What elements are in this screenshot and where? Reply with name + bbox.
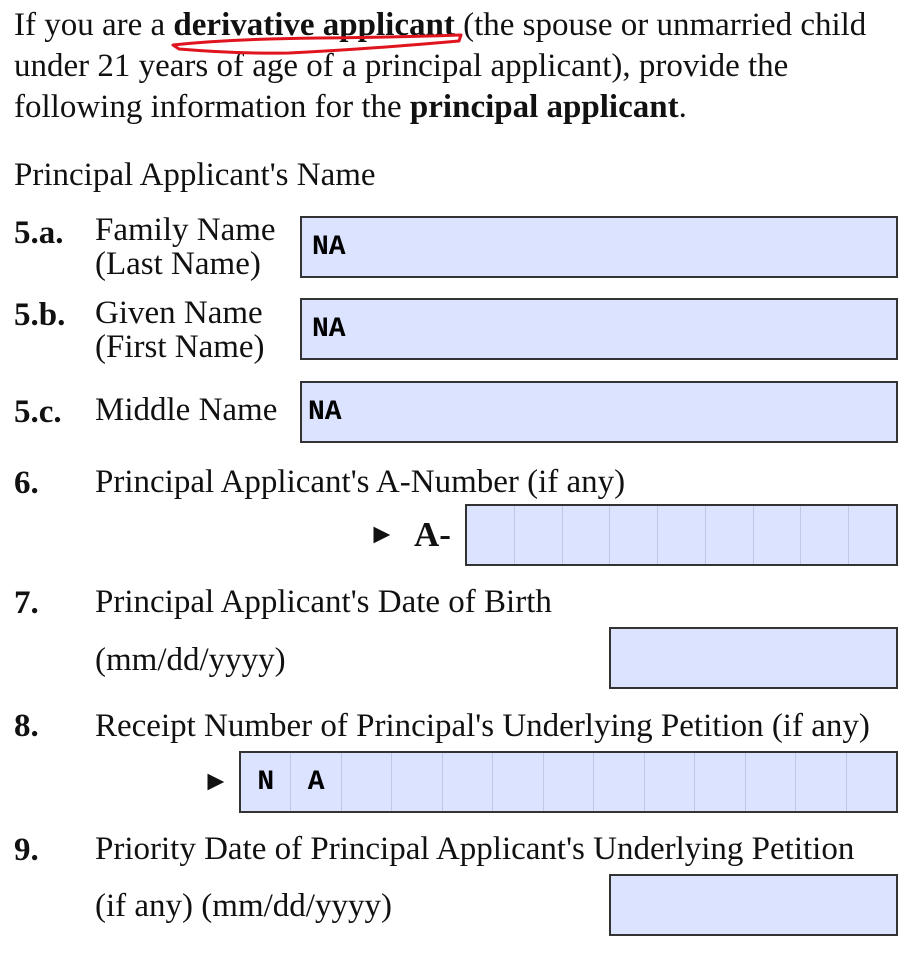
- receipt-number-cell[interactable]: A: [291, 753, 341, 811]
- question-number-9: 9.: [14, 832, 39, 868]
- a-number-cell[interactable]: [754, 506, 802, 564]
- a-number-cell[interactable]: [467, 506, 515, 564]
- family-name-label-line2: (Last Name): [95, 246, 261, 282]
- receipt-number-cell[interactable]: [746, 753, 796, 811]
- receipt-number-cell[interactable]: [392, 753, 442, 811]
- a-number-cell[interactable]: [563, 506, 611, 564]
- arrow-pointer-icon: ►: [202, 766, 230, 797]
- receipt-number-cell[interactable]: [493, 753, 543, 811]
- a-number-prefix: A-: [414, 515, 451, 554]
- section-heading-principal-name: Principal Applicant's Name: [14, 157, 376, 193]
- a-number-cell[interactable]: [849, 506, 896, 564]
- intro-text-2: (the spouse or unmarried child under 21 years of age of a principal applicant), provide the following information for the: [14, 7, 867, 125]
- middle-name-label: Middle Name: [95, 392, 278, 428]
- a-number-label: Principal Applicant's A-Number (if any): [95, 464, 626, 500]
- receipt-number-cell[interactable]: [544, 753, 594, 811]
- priority-date-field[interactable]: [609, 874, 898, 936]
- question-number-8: 8.: [14, 708, 39, 744]
- family-name-label-line1: Family Name: [95, 212, 276, 248]
- given-name-field[interactable]: [300, 298, 898, 360]
- given-name-label: [95, 296, 265, 364]
- question-number-5a: 5.a.: [14, 215, 64, 251]
- intro-paragraph: [14, 5, 914, 128]
- question-number-5c: 5.c.: [14, 394, 62, 430]
- middle-name-value: NA: [308, 396, 342, 428]
- dob-label: Principal Applicant's Date of Birth: [95, 584, 552, 620]
- receipt-number-field[interactable]: [239, 751, 898, 813]
- receipt-number-cell[interactable]: [796, 753, 846, 811]
- a-number-field[interactable]: [465, 504, 898, 566]
- a-number-cell[interactable]: [610, 506, 658, 564]
- question-number-7: 7.: [14, 585, 39, 621]
- receipt-number-cell[interactable]: [695, 753, 745, 811]
- a-number-cell[interactable]: [801, 506, 849, 564]
- derivative-applicant-highlight: [173, 5, 454, 46]
- dob-field[interactable]: [609, 627, 898, 689]
- priority-date-label: Priority Date of Principal Applicant's Underlying Petition: [95, 831, 855, 867]
- middle-name-field[interactable]: [300, 381, 898, 443]
- intro-bold-principal-applicant: principal applicant: [409, 89, 679, 125]
- a-number-cell[interactable]: [515, 506, 563, 564]
- given-name-label-line2: (First Name): [95, 329, 265, 365]
- receipt-number-label: Receipt Number of Principal's Underlying Petition (if any): [95, 708, 870, 744]
- a-number-cell[interactable]: [658, 506, 706, 564]
- arrow-pointer-icon: ►: [368, 519, 396, 550]
- receipt-number-cell[interactable]: [645, 753, 695, 811]
- priority-date-format-hint: (if any) (mm/dd/yyyy): [95, 888, 392, 924]
- question-number-5b: 5.b.: [14, 297, 66, 333]
- family-name-value: NA: [312, 231, 346, 263]
- receipt-number-cell[interactable]: [342, 753, 392, 811]
- family-name-label: [95, 213, 276, 281]
- dob-format-hint: (mm/dd/yyyy): [95, 642, 286, 678]
- given-name-label-line1: Given Name: [95, 295, 263, 331]
- receipt-number-cell[interactable]: [594, 753, 644, 811]
- intro-text-3: .: [678, 89, 687, 125]
- family-name-field[interactable]: [300, 216, 898, 278]
- receipt-number-cell[interactable]: N: [241, 753, 291, 811]
- receipt-number-cell[interactable]: [443, 753, 493, 811]
- question-number-6: 6.: [14, 465, 39, 501]
- given-name-value: NA: [312, 313, 346, 345]
- intro-bold-derivative-applicant: derivative applicant: [173, 7, 455, 43]
- receipt-number-cell[interactable]: [847, 753, 896, 811]
- a-number-cell[interactable]: [706, 506, 754, 564]
- intro-text-1: If you are a: [14, 7, 174, 43]
